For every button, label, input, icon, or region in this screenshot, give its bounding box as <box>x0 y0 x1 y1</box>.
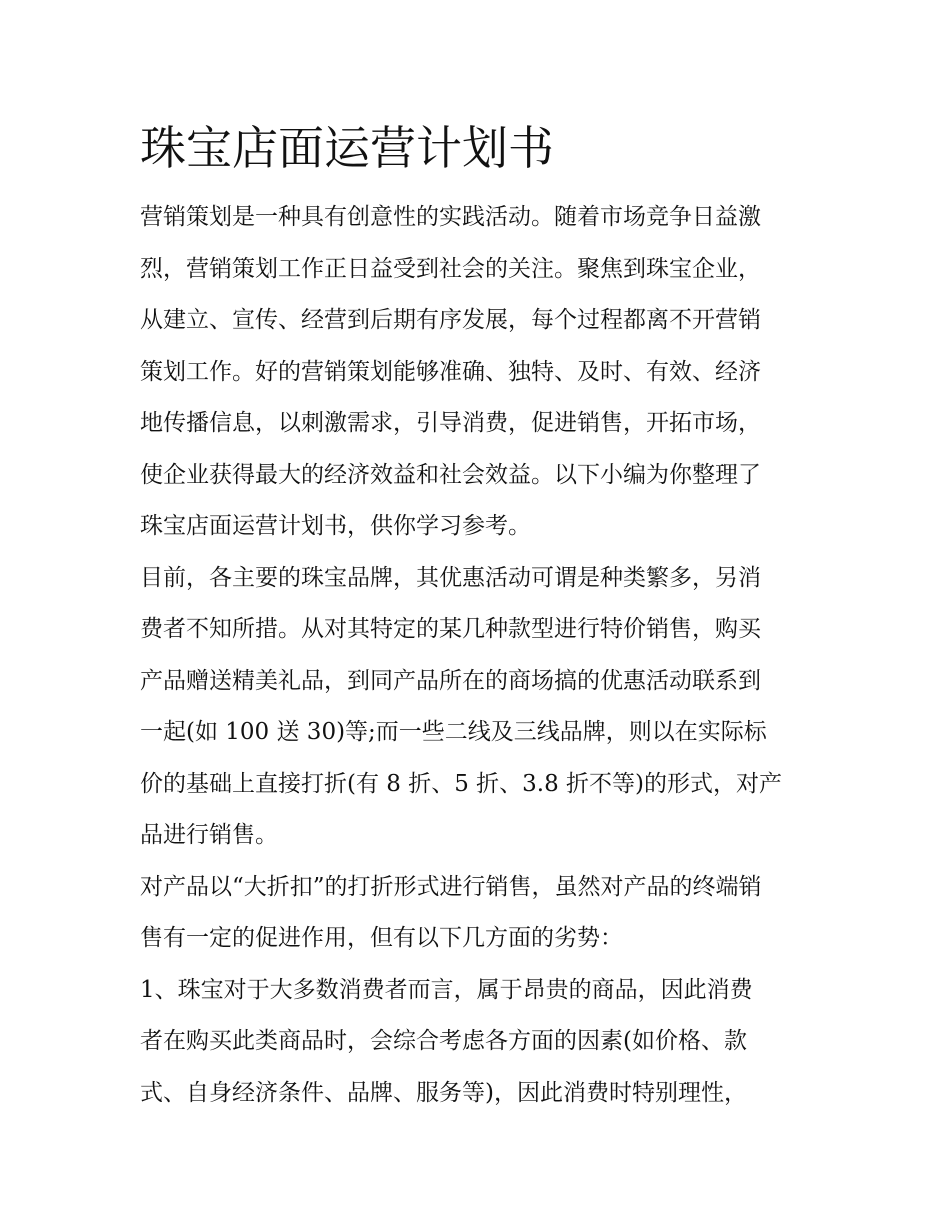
paragraph-line: 营销策划是一种具有创意性的实践活动。随着市场竞争日益激 <box>140 204 761 230</box>
paragraph-line: 地传播信息，以刺激需求，引导消费，促进销售，开拓市场， <box>140 410 761 436</box>
paragraph-line: 目前，各主要的珠宝品牌，其优惠活动可谓是种类繁多，另消 <box>140 564 761 591</box>
paragraph-line: 使企业获得最大的经济效益和社会效益。以下小编为你整理了 <box>140 461 761 488</box>
paragraph-line: 费者不知所措。从对其特定的某几种款型进行特价销售，购买 <box>140 616 761 642</box>
paragraph-line: 品进行销售。 <box>140 822 278 848</box>
paragraph-line: 产品赠送精美礼品，到同产品所在的商场搞的优惠活动联系到 <box>140 667 761 694</box>
paragraph-line: 对产品以“大折扣”的打折形式进行销售，虽然对产品的终端销 <box>140 873 762 900</box>
paragraph-discount-drawbacks <box>140 862 812 965</box>
paragraph-line: 烈，营销策划工作正日益受到社会的关注。聚焦到珠宝企业， <box>140 255 761 282</box>
paragraph-line: 式、自身经济条件、品牌、服务等)，因此消费时特别理性， <box>140 1079 747 1106</box>
paragraph-line: 价的基础上直接打折(有 8 折、5 折、3.8 折不等)的形式，对产 <box>140 770 783 797</box>
paragraph-line: 1、珠宝对于大多数消费者而言，属于昂贵的商品，因此消费 <box>140 976 753 1003</box>
paragraph-line: 珠宝店面运营计划书，供你学习参考。 <box>140 513 531 539</box>
paragraph-line: 一起(如 100 送 30)等;而一些二线及三线品牌，则以在实际标 <box>140 719 767 745</box>
paragraph-point-1 <box>140 965 812 1120</box>
document-title: 珠宝店面运营计划书 <box>140 121 554 175</box>
paragraph-line: 者在购买此类商品时，会综合考虑各方面的因素(如价格、款 <box>140 1028 747 1054</box>
paragraph-line: 售有一定的促进作用，但有以下几方面的劣势： <box>140 925 623 951</box>
paragraph-intro <box>140 192 812 553</box>
paragraph-line: 策划工作。好的营销策划能够准确、独特、及时、有效、经济 <box>140 358 761 385</box>
paragraph-current-promotions <box>140 553 812 862</box>
document-body <box>140 112 812 1119</box>
paragraph-line: 从建立、宣传、经营到后期有序发展，每个过程都离不开营销 <box>140 307 761 333</box>
